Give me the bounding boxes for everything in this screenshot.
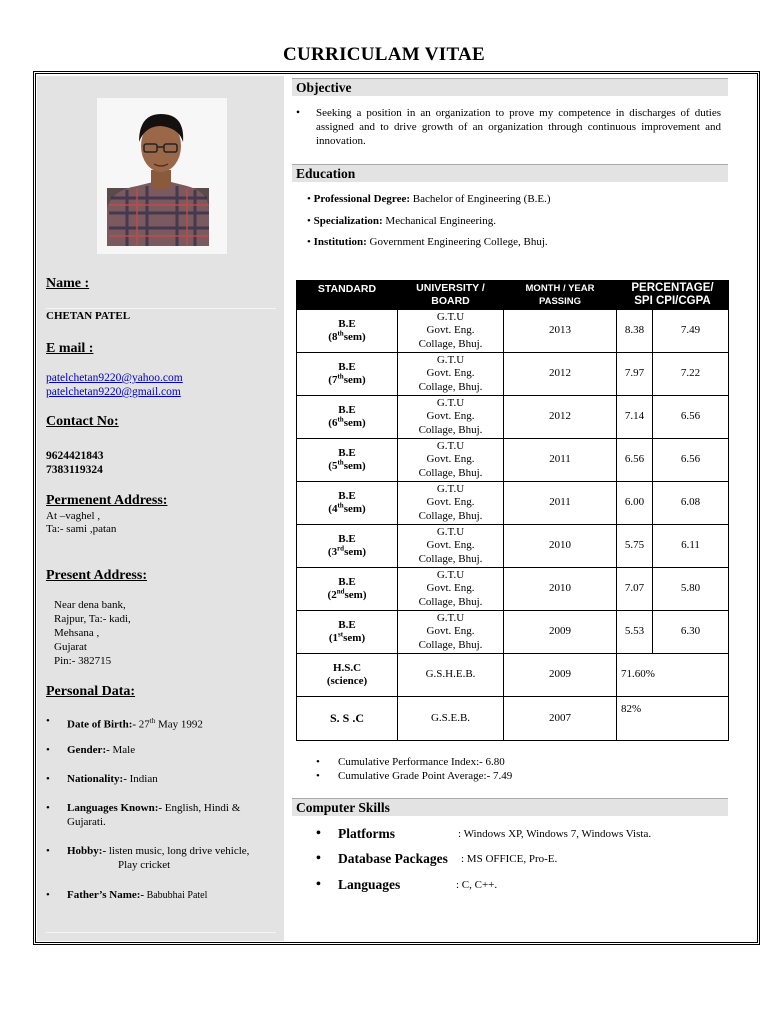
bullet-icon: • xyxy=(46,715,50,727)
academic-table xyxy=(296,280,729,741)
person-photo-icon xyxy=(97,98,227,254)
bullet-icon: • xyxy=(296,107,301,119)
cell-year: 2012 xyxy=(504,353,617,396)
cell-cpi: 6.30 xyxy=(653,611,729,654)
hobby-key: Hobby:- xyxy=(67,845,107,857)
cell-cpi: 6.56 xyxy=(653,439,729,482)
skill-key: Database Packages xyxy=(338,851,448,866)
cell-spi: 6.00 xyxy=(617,482,653,525)
dob-rest: May 1992 xyxy=(155,718,203,731)
present-address-line: Pin:- 382715 xyxy=(54,655,112,667)
header-month-year: MONTH / YEAR PASSING xyxy=(504,281,617,310)
document-title: CURRICULAM VITAE xyxy=(282,44,486,65)
table-row xyxy=(297,654,729,697)
edu-key: Specialization: xyxy=(313,215,383,227)
gender-value: Male xyxy=(109,744,136,756)
summary-cpi: Cumulative Performance Index:- 6.80 xyxy=(338,756,505,768)
bullet-icon: • xyxy=(307,215,314,227)
bullet-icon: • xyxy=(316,877,321,892)
present-address-line: Mehsana , xyxy=(54,627,100,639)
full-name: CHETAN PATEL xyxy=(46,310,131,322)
cell-university: G.T.U Govt. Eng. Collage, Bhuj. xyxy=(398,568,504,611)
cell-cpi: 5.80 xyxy=(653,568,729,611)
father-key: Father’s Name:- xyxy=(67,889,145,901)
edu-key: Professional Degree: xyxy=(313,193,411,205)
dob-key: Date of Birth:- xyxy=(67,718,137,731)
table-row xyxy=(297,697,729,741)
skill-value: : MS OFFICE, Pro-E. xyxy=(461,853,558,865)
dob-sup: th xyxy=(149,717,156,725)
cell-standard: B.E (1stsem) xyxy=(297,611,398,654)
cell-standard: B.E (5thsem) xyxy=(297,439,398,482)
cell-year: 2010 xyxy=(504,525,617,568)
table-row xyxy=(297,310,729,353)
present-address-line: Rajpur, Ta:- kadi, xyxy=(54,613,131,625)
cell-spi: 8.38 xyxy=(617,310,653,353)
cell-university: G.S.H.E.B. xyxy=(398,654,504,697)
edu-value: Bachelor of Engineering (B.E.) xyxy=(410,193,551,205)
phone-2: 7383119324 xyxy=(46,464,103,476)
name-label: Name : xyxy=(46,276,90,291)
cell-university: G.T.U Govt. Eng. Collage, Bhuj. xyxy=(398,482,504,525)
header-percentage: PERCENTAGE/ SPI CPI/CGPA xyxy=(617,281,729,310)
cell-year: 2010 xyxy=(504,568,617,611)
cell-spi: 6.56 xyxy=(617,439,653,482)
gender-key: Gender:- xyxy=(67,744,110,756)
dob-value: 27 xyxy=(136,718,150,731)
cell-standard: H.S.C (science) xyxy=(297,654,398,697)
bullet-icon: • xyxy=(46,889,50,901)
cell-cpi: 7.22 xyxy=(653,353,729,396)
skill-value: : C, C++. xyxy=(456,879,498,891)
cell-year: 2011 xyxy=(504,482,617,525)
permanent-address-label: Permenent Address: xyxy=(46,493,168,508)
cell-year: 2009 xyxy=(504,611,617,654)
cell-university: G.T.U Govt. Eng. Collage, Bhuj. xyxy=(398,396,504,439)
cell-standard: B.E (2ndsem) xyxy=(297,568,398,611)
education-item xyxy=(307,193,551,205)
contact-label: Contact No: xyxy=(46,414,119,429)
skill-value: : Windows XP, Windows 7, Windows Vista. xyxy=(458,828,652,840)
languages-value: English, Hindi & xyxy=(162,802,241,814)
cell-university: G.T.U Govt. Eng. Collage, Bhuj. xyxy=(398,439,504,482)
cell-year: 2011 xyxy=(504,439,617,482)
cell-year: 2009 xyxy=(504,654,617,697)
computer-skills-heading: Computer Skills xyxy=(292,798,728,816)
father-value: Babubhai Patel xyxy=(144,890,208,901)
hobby-value-2: Play cricket xyxy=(118,859,171,871)
cell-standard: B.E (4thsem) xyxy=(297,482,398,525)
bullet-icon: • xyxy=(307,236,314,248)
languages-value-2: Gujarati. xyxy=(67,816,106,828)
edu-value: Government Engineering College, Bhuj. xyxy=(366,236,548,248)
table-row xyxy=(297,482,729,525)
edu-value: Mechanical Engineering. xyxy=(382,215,496,227)
cell-standard: B.E (3rdsem) xyxy=(297,525,398,568)
education-item xyxy=(307,236,548,248)
table-row xyxy=(297,611,729,654)
table-row xyxy=(297,396,729,439)
cell-percentage: 71.60% xyxy=(617,654,729,697)
personal-data-label: Personal Data: xyxy=(46,684,136,699)
education-heading: Education xyxy=(292,164,728,182)
table-row xyxy=(297,568,729,611)
bullet-icon: • xyxy=(316,851,321,866)
cell-cpi: 7.49 xyxy=(653,310,729,353)
separator xyxy=(46,932,276,933)
present-address-line: Near dena bank, xyxy=(54,599,126,611)
bullet-icon: • xyxy=(46,744,50,756)
permanent-address-line: At –vaghel , xyxy=(46,510,101,522)
table-row xyxy=(297,525,729,568)
cell-cpi: 6.56 xyxy=(653,396,729,439)
cell-spi: 7.07 xyxy=(617,568,653,611)
summary-cgpa: Cumulative Grade Point Average:- 7.49 xyxy=(338,770,513,782)
cell-year: 2012 xyxy=(504,396,617,439)
bullet-icon: • xyxy=(46,845,50,857)
cell-spi: 5.53 xyxy=(617,611,653,654)
cell-cpi: 6.08 xyxy=(653,482,729,525)
cell-standard: B.E (6thsem) xyxy=(297,396,398,439)
languages-key: Languages Known:- xyxy=(67,802,163,814)
objective-text: Seeking a position in an organization to prove my competence in discharges of duties assigned and to drive growth of an organization through continuous improvement and innovation. xyxy=(316,107,721,147)
bullet-icon: • xyxy=(46,802,50,814)
nationality-key: Nationality:- xyxy=(67,773,127,785)
table-row xyxy=(297,439,729,482)
skill-key: Languages xyxy=(338,877,401,892)
table-header-row xyxy=(297,281,729,310)
cell-cpi: 6.11 xyxy=(653,525,729,568)
objective-heading: Objective xyxy=(292,78,728,96)
bullet-icon: • xyxy=(46,773,50,785)
cell-year: 2007 xyxy=(504,697,617,741)
permanent-address-line: Ta:- sami ,patan xyxy=(46,523,117,535)
cell-spi: 7.14 xyxy=(617,396,653,439)
nationality-value: Indian xyxy=(126,773,158,785)
edu-key: Institution: xyxy=(313,236,367,248)
cell-percentage: 82% xyxy=(617,697,729,741)
bullet-icon: • xyxy=(316,826,321,841)
cell-university: G.T.U Govt. Eng. Collage, Bhuj. xyxy=(398,310,504,353)
phone-1: 9624421843 xyxy=(46,450,104,462)
header-university: UNIVERSITY / BOARD xyxy=(398,281,504,310)
hobby-value: listen music, long drive vehicle, xyxy=(106,845,250,857)
bullet-icon: • xyxy=(316,756,320,768)
cell-university: G.S.E.B. xyxy=(398,697,504,741)
email-label: E mail : xyxy=(46,341,94,356)
cell-spi: 5.75 xyxy=(617,525,653,568)
table-row xyxy=(297,353,729,396)
cell-standard: B.E (7thsem) xyxy=(297,353,398,396)
cell-university: G.T.U Govt. Eng. Collage, Bhuj. xyxy=(398,611,504,654)
cell-spi: 7.97 xyxy=(617,353,653,396)
header-standard: STANDARD xyxy=(297,281,398,310)
education-item xyxy=(307,215,496,227)
email-link-yahoo[interactable]: patelchetan9220@yahoo.com xyxy=(46,372,183,384)
cell-year: 2013 xyxy=(504,310,617,353)
email-link-gmail[interactable]: patelchetan9220@gmail.com xyxy=(46,386,181,398)
cell-university: G.T.U Govt. Eng. Collage, Bhuj. xyxy=(398,353,504,396)
profile-photo xyxy=(97,98,227,254)
cell-standard: B.E (8thsem) xyxy=(297,310,398,353)
present-address-line: Gujarat xyxy=(54,641,87,653)
cell-standard: S. S .C xyxy=(297,697,398,741)
cell-university: G.T.U Govt. Eng. Collage, Bhuj. xyxy=(398,525,504,568)
skill-key: Platforms xyxy=(338,826,395,841)
bullet-icon: • xyxy=(316,770,320,782)
present-address-label: Present Address: xyxy=(46,568,147,583)
bullet-icon: • xyxy=(307,193,314,205)
